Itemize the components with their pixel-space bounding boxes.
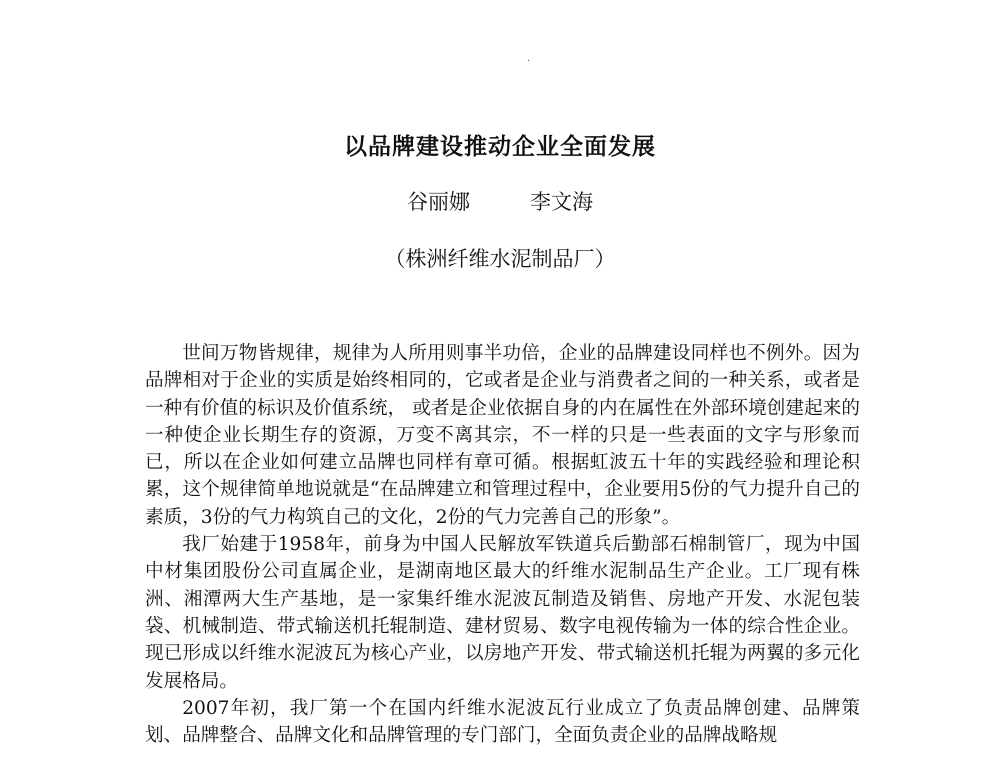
body-paragraph: 世间万物皆规律，规律为人所用则事半功倍，企业的品牌建设同样也不例外。因为品牌相对于企业的实质是始终相同的，它或者是企业与消费者之间的一种关系，或者是一种有价值的标识及价值系统， 或者是企业依据自身的内在属性在外部环境创建起来的一种使企业长期生存的资源，万变不离其宗，不一样的只是一些表面的文字与形象而已，所以在企业如何建立品牌也同样有章可循。根据虹波五十年的实践经验和理论积累，这个规律简单地说就是“在品牌建立和管理过程中，企业要用5份的气力提升自己的素质，3份的气力构筑自己的文化，2份的气力完善自己的形象”。	[145, 343, 860, 528]
author-name: 李文海	[530, 190, 593, 214]
article-title: 以品牌建设推动企业全面发展	[344, 133, 656, 160]
header-mark: ·	[527, 56, 531, 67]
affiliation: （株洲纤维水泥制品厂）	[384, 247, 616, 271]
article-body	[145, 340, 860, 749]
author-line	[0, 186, 1000, 216]
body-paragraph: 2007年初，我厂第一个在国内纤维水泥波瓦行业成立了负责品牌创建、品牌策划、品牌整合、品牌文化和品牌管理的专门部门，全面负责企业的品牌战略规	[145, 697, 860, 747]
author-name: 谷丽娜	[407, 190, 470, 214]
body-paragraph: 我厂始建于1958年，前身为中国人民解放军铁道兵后勤部石棉制管厂，现为中国中材集团股份公司直属企业，是湖南地区最大的纤维水泥制品生产企业。工厂现有株洲、湘潭两大生产基地，是一家集纤维水泥波瓦制造及销售、房地产开发、水泥包装袋、机械制造、带式输送机托辊制造、建材贸易、数字电视传输为一体的综合性企业。现已形成以纤维水泥波瓦为核心产业，以房地产开发、带式输送机托辊为两翼的多元化发展格局。	[145, 534, 860, 692]
